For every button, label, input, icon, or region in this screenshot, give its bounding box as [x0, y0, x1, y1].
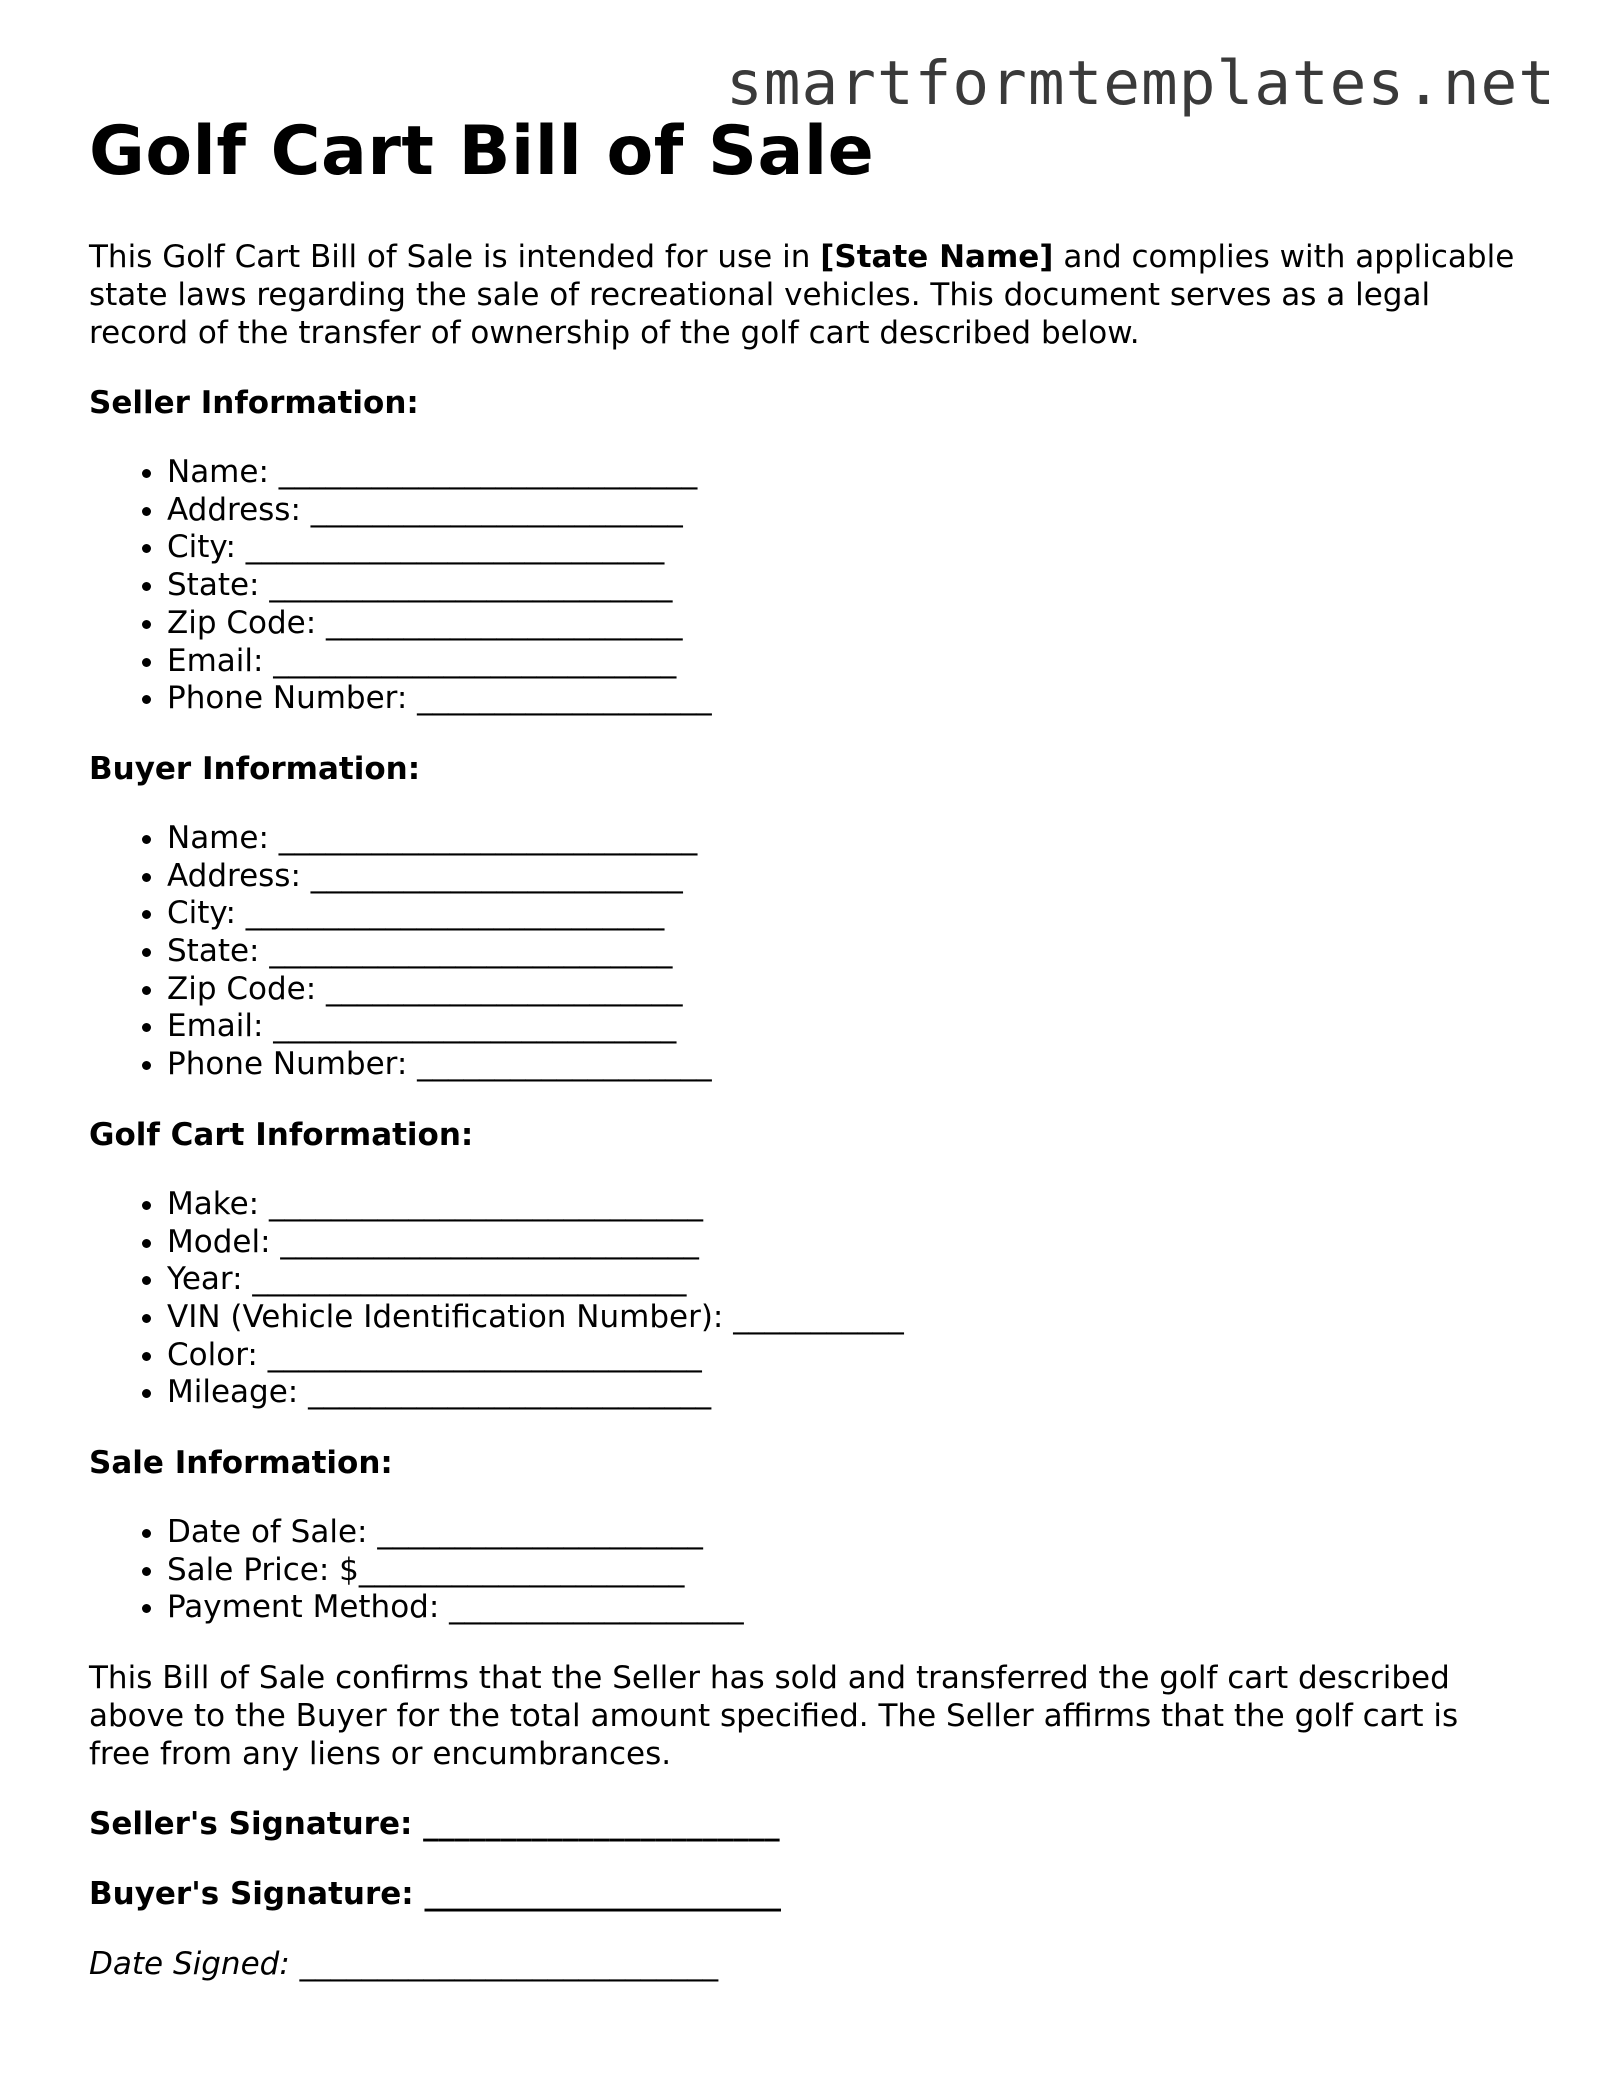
intro-paragraph: [89, 238, 1529, 352]
date-signed-label: Date Signed:: [89, 1946, 290, 1983]
cart-vin-field[interactable]: • VIN (Vehicle Identification Number): ___________: [167, 1299, 1529, 1337]
seller-signature-line[interactable]: Seller's Signature: _______________________: [89, 1806, 780, 1843]
cart-make-field[interactable]: • Make: ____________________________: [167, 1186, 1529, 1224]
sale-date-field[interactable]: • Date of Sale: _____________________: [167, 1514, 1529, 1552]
sale-price-field[interactable]: • Sale Price: $_____________________: [167, 1552, 1529, 1590]
seller-field-list: [89, 454, 1529, 718]
cart-field-list: [89, 1186, 1529, 1412]
buyer-field-list: [89, 820, 1529, 1084]
cart-mileage-field[interactable]: • Mileage: __________________________: [167, 1374, 1529, 1412]
document-page: [89, 110, 1529, 1983]
buyer-section-heading: Buyer Information:: [89, 750, 421, 787]
buyer-name-field[interactable]: • Name: ___________________________: [167, 820, 1529, 858]
cart-model-field[interactable]: • Model: ___________________________: [167, 1224, 1529, 1262]
date-signed-line[interactable]: [89, 1945, 1529, 1983]
buyer-zip-field[interactable]: • Zip Code: _______________________: [167, 971, 1529, 1009]
seller-city-field[interactable]: • City: ___________________________: [167, 529, 1529, 567]
buyer-address-field[interactable]: • Address: ________________________: [167, 858, 1529, 896]
cart-color-field[interactable]: • Color: ____________________________: [167, 1337, 1529, 1375]
confirmation-paragraph: This Bill of Sale confirms that the Seller has sold and transferred the golf cart described above to the Buyer for the total amount specified. The Seller affirms that the golf cart is free from any liens or encumbrances.: [89, 1660, 1459, 1773]
seller-name-field[interactable]: • Name: ___________________________: [167, 454, 1529, 492]
buyer-city-field[interactable]: • City: ___________________________: [167, 895, 1529, 933]
state-name-placeholder: [State Name]: [820, 239, 1054, 275]
cart-section-heading: Golf Cart Information:: [89, 1116, 474, 1153]
cart-year-field[interactable]: • Year: ____________________________: [167, 1261, 1529, 1299]
buyer-signature-line[interactable]: Buyer's Signature: _______________________: [89, 1876, 781, 1913]
document-title: Golf Cart Bill of Sale: [89, 112, 875, 191]
seller-zip-field[interactable]: • Zip Code: _______________________: [167, 605, 1529, 643]
sale-field-list: [89, 1514, 1529, 1627]
date-signed-blank[interactable]: ___________________________: [299, 1946, 719, 1983]
seller-state-field[interactable]: • State: __________________________: [167, 567, 1529, 605]
seller-address-field[interactable]: • Address: ________________________: [167, 492, 1529, 530]
watermark: smartformtemplates.net: [726, 48, 1556, 119]
buyer-phone-field[interactable]: • Phone Number: ___________________: [167, 1046, 1529, 1084]
intro-text-start: This Golf Cart Bill of Sale is intended for use in: [89, 239, 821, 275]
intro-text-end: and complies with applicable state laws regarding the sale of recreational vehicles. This document serves as a legal record of the transfer of ownership of the golf cart described below.: [89, 239, 1515, 351]
seller-section-heading: Seller Information:: [89, 385, 419, 421]
buyer-email-field[interactable]: • Email: __________________________: [167, 1008, 1529, 1046]
seller-phone-field[interactable]: • Phone Number: ___________________: [167, 680, 1529, 718]
buyer-state-field[interactable]: • State: __________________________: [167, 933, 1529, 971]
sale-section-heading: Sale Information:: [89, 1445, 393, 1482]
sale-payment-method-field[interactable]: • Payment Method: ___________________: [167, 1589, 1529, 1627]
seller-email-field[interactable]: • Email: __________________________: [167, 643, 1529, 681]
